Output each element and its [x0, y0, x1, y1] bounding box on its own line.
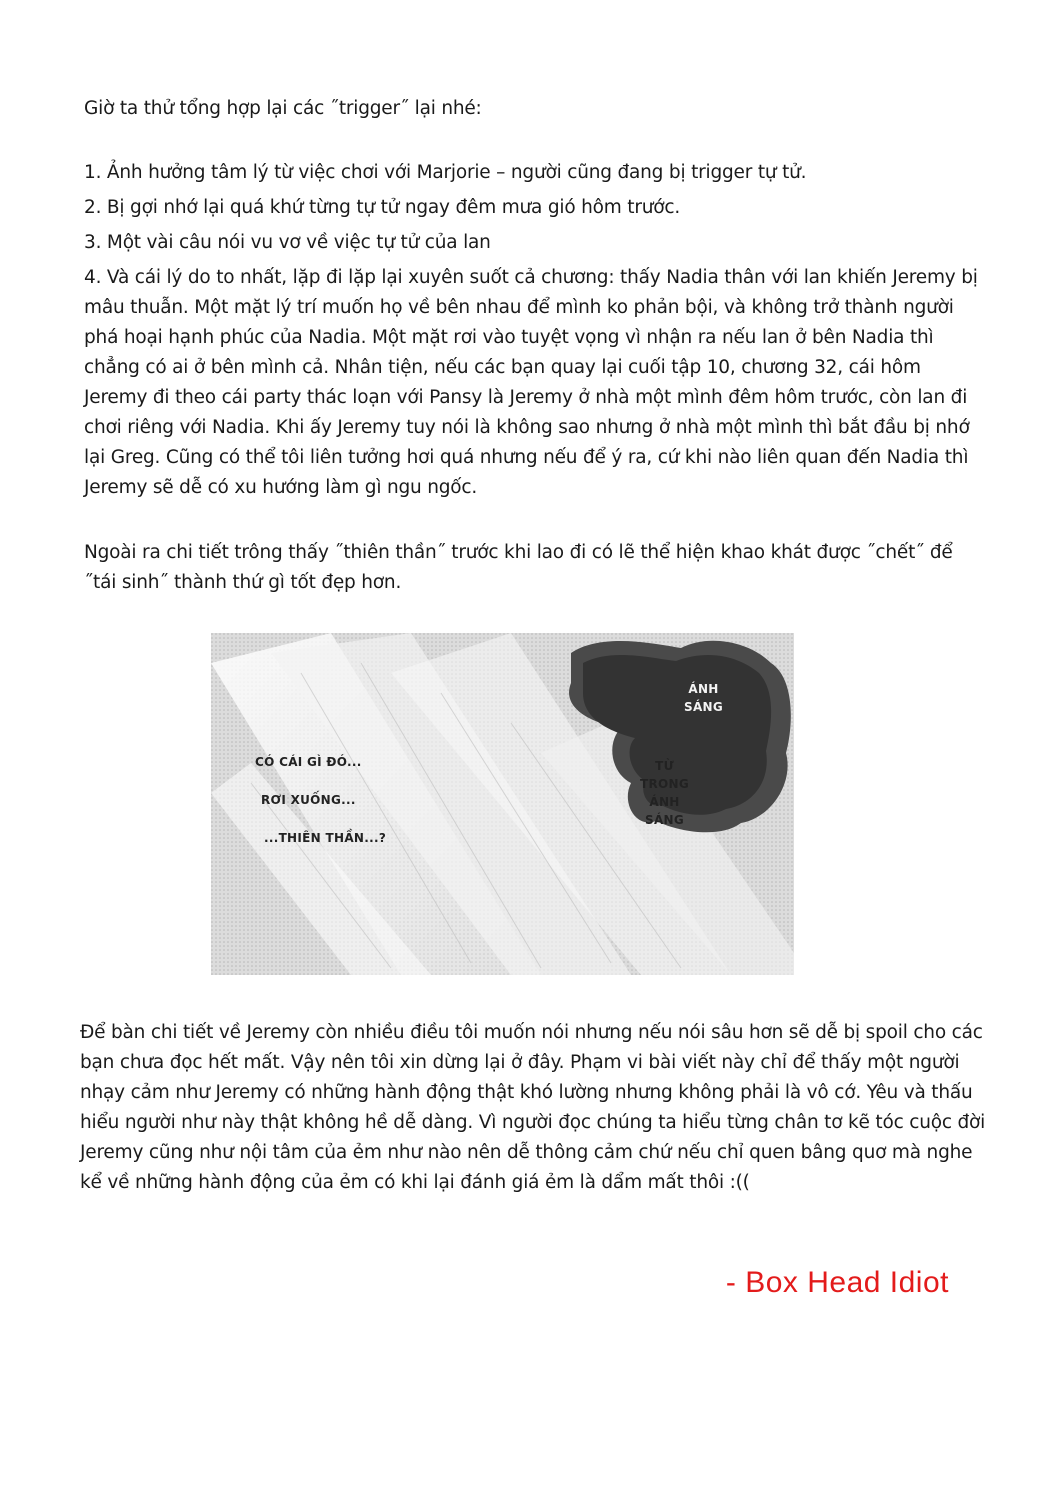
- intro-text: Giờ ta thử tổng hợp lại các ˝trigger˝ lại nhé:: [84, 98, 482, 119]
- paragraph-conclusion: Để bàn chi tiết về Jeremy còn nhiều điều tôi muốn nói nhưng nếu nói sâu hơn sẽ dễ bị spoil cho các bạn chưa đọc hết mất. Vậy nên tôi xin dừng lại ở đây. Phạm vi bài viết này chỉ để thấy một người nhạy cảm như Jeremy có những hành động thật khó lường nhưng không phải là vô cớ. Yêu và thấu hiểu người như này thật không hề dễ dàng. Vì người đọc chúng ta hiểu từng chân tơ kẽ tóc cuộc đời Jeremy cũng như nội tâm của ẻm như nào nên dễ thông cảm chứ nếu chỉ quen bâng quơ mà nghe kể về những hành động của ẻm có khi lại đánh giá ẻm là dẩm mất thôi :((: [80, 1022, 986, 1193]
- author-signature: - Box Head Idiot: [725, 1266, 949, 1299]
- list-item: 1. Ảnh hưởng tâm lý từ việc chơi với Marjorie – người cũng đang bị trigger tự tử.: [84, 162, 807, 183]
- trigger-list: [84, 158, 984, 503]
- manga-panel-image: [211, 633, 794, 975]
- list-item: 3. Một vài câu nói vu vơ về việc tự tử của lan: [84, 232, 491, 253]
- list-item: 2. Bị gợi nhớ lại quá khứ từng tự tử ngay đêm mưa gió hôm trước.: [84, 197, 681, 218]
- paragraph-angel: Ngoài ra chi tiết trông thấy ˝thiên thần˝ trước khi lao đi có lẽ thể hiện khao khát được ˝chết˝ để ˝tái sinh˝ thành thứ gì tốt đẹp hơn.: [84, 542, 953, 593]
- caption-left-3: ...THIÊN THẦN...?: [264, 831, 387, 845]
- caption-left-1: CÓ CÁI GÌ ĐÓ...: [255, 755, 362, 769]
- caption-cloud: ÁNH SÁNG: [684, 682, 724, 714]
- caption-middle: TỪ TRONG ÁNH SÁNG: [640, 759, 690, 827]
- list-item: 4. Và cái lý do to nhất, lặp đi lặp lại xuyên suốt cả chương: thấy Nadia thân với lan khiến Jeremy bị mâu thuẫn. Một mặt lý trí muốn họ về bên nhau để mình ko phản bội, và không trở thành người phá hoại hạnh phúc của Nadia. Một mặt rơi vào tuyệt vọng vì nhận ra nếu lan ở bên Nadia thì chẳng có ai ở bên mình cả. Nhân tiện, nếu các bạn quay lại cuối tập 10, chương 32, cái hôm Jeremy đi theo cái party thác loạn với Pansy là Jeremy ở nhà một mình đêm hôm trước, còn lan đi chơi riêng với Nadia. Khi ấy Jeremy tuy nói là không sao nhưng ở nhà một mình thì bắt đầu bị nhớ lại Greg. Cũng có thể tôi liên tưởng hơi quá nhưng nếu để ý ra, cứ khi nào liên quan đến Nadia thì Jeremy sẽ dễ có xu hướng làm gì ngu ngốc.: [84, 267, 978, 498]
- caption-left-2: RƠI XUỐNG...: [261, 793, 356, 807]
